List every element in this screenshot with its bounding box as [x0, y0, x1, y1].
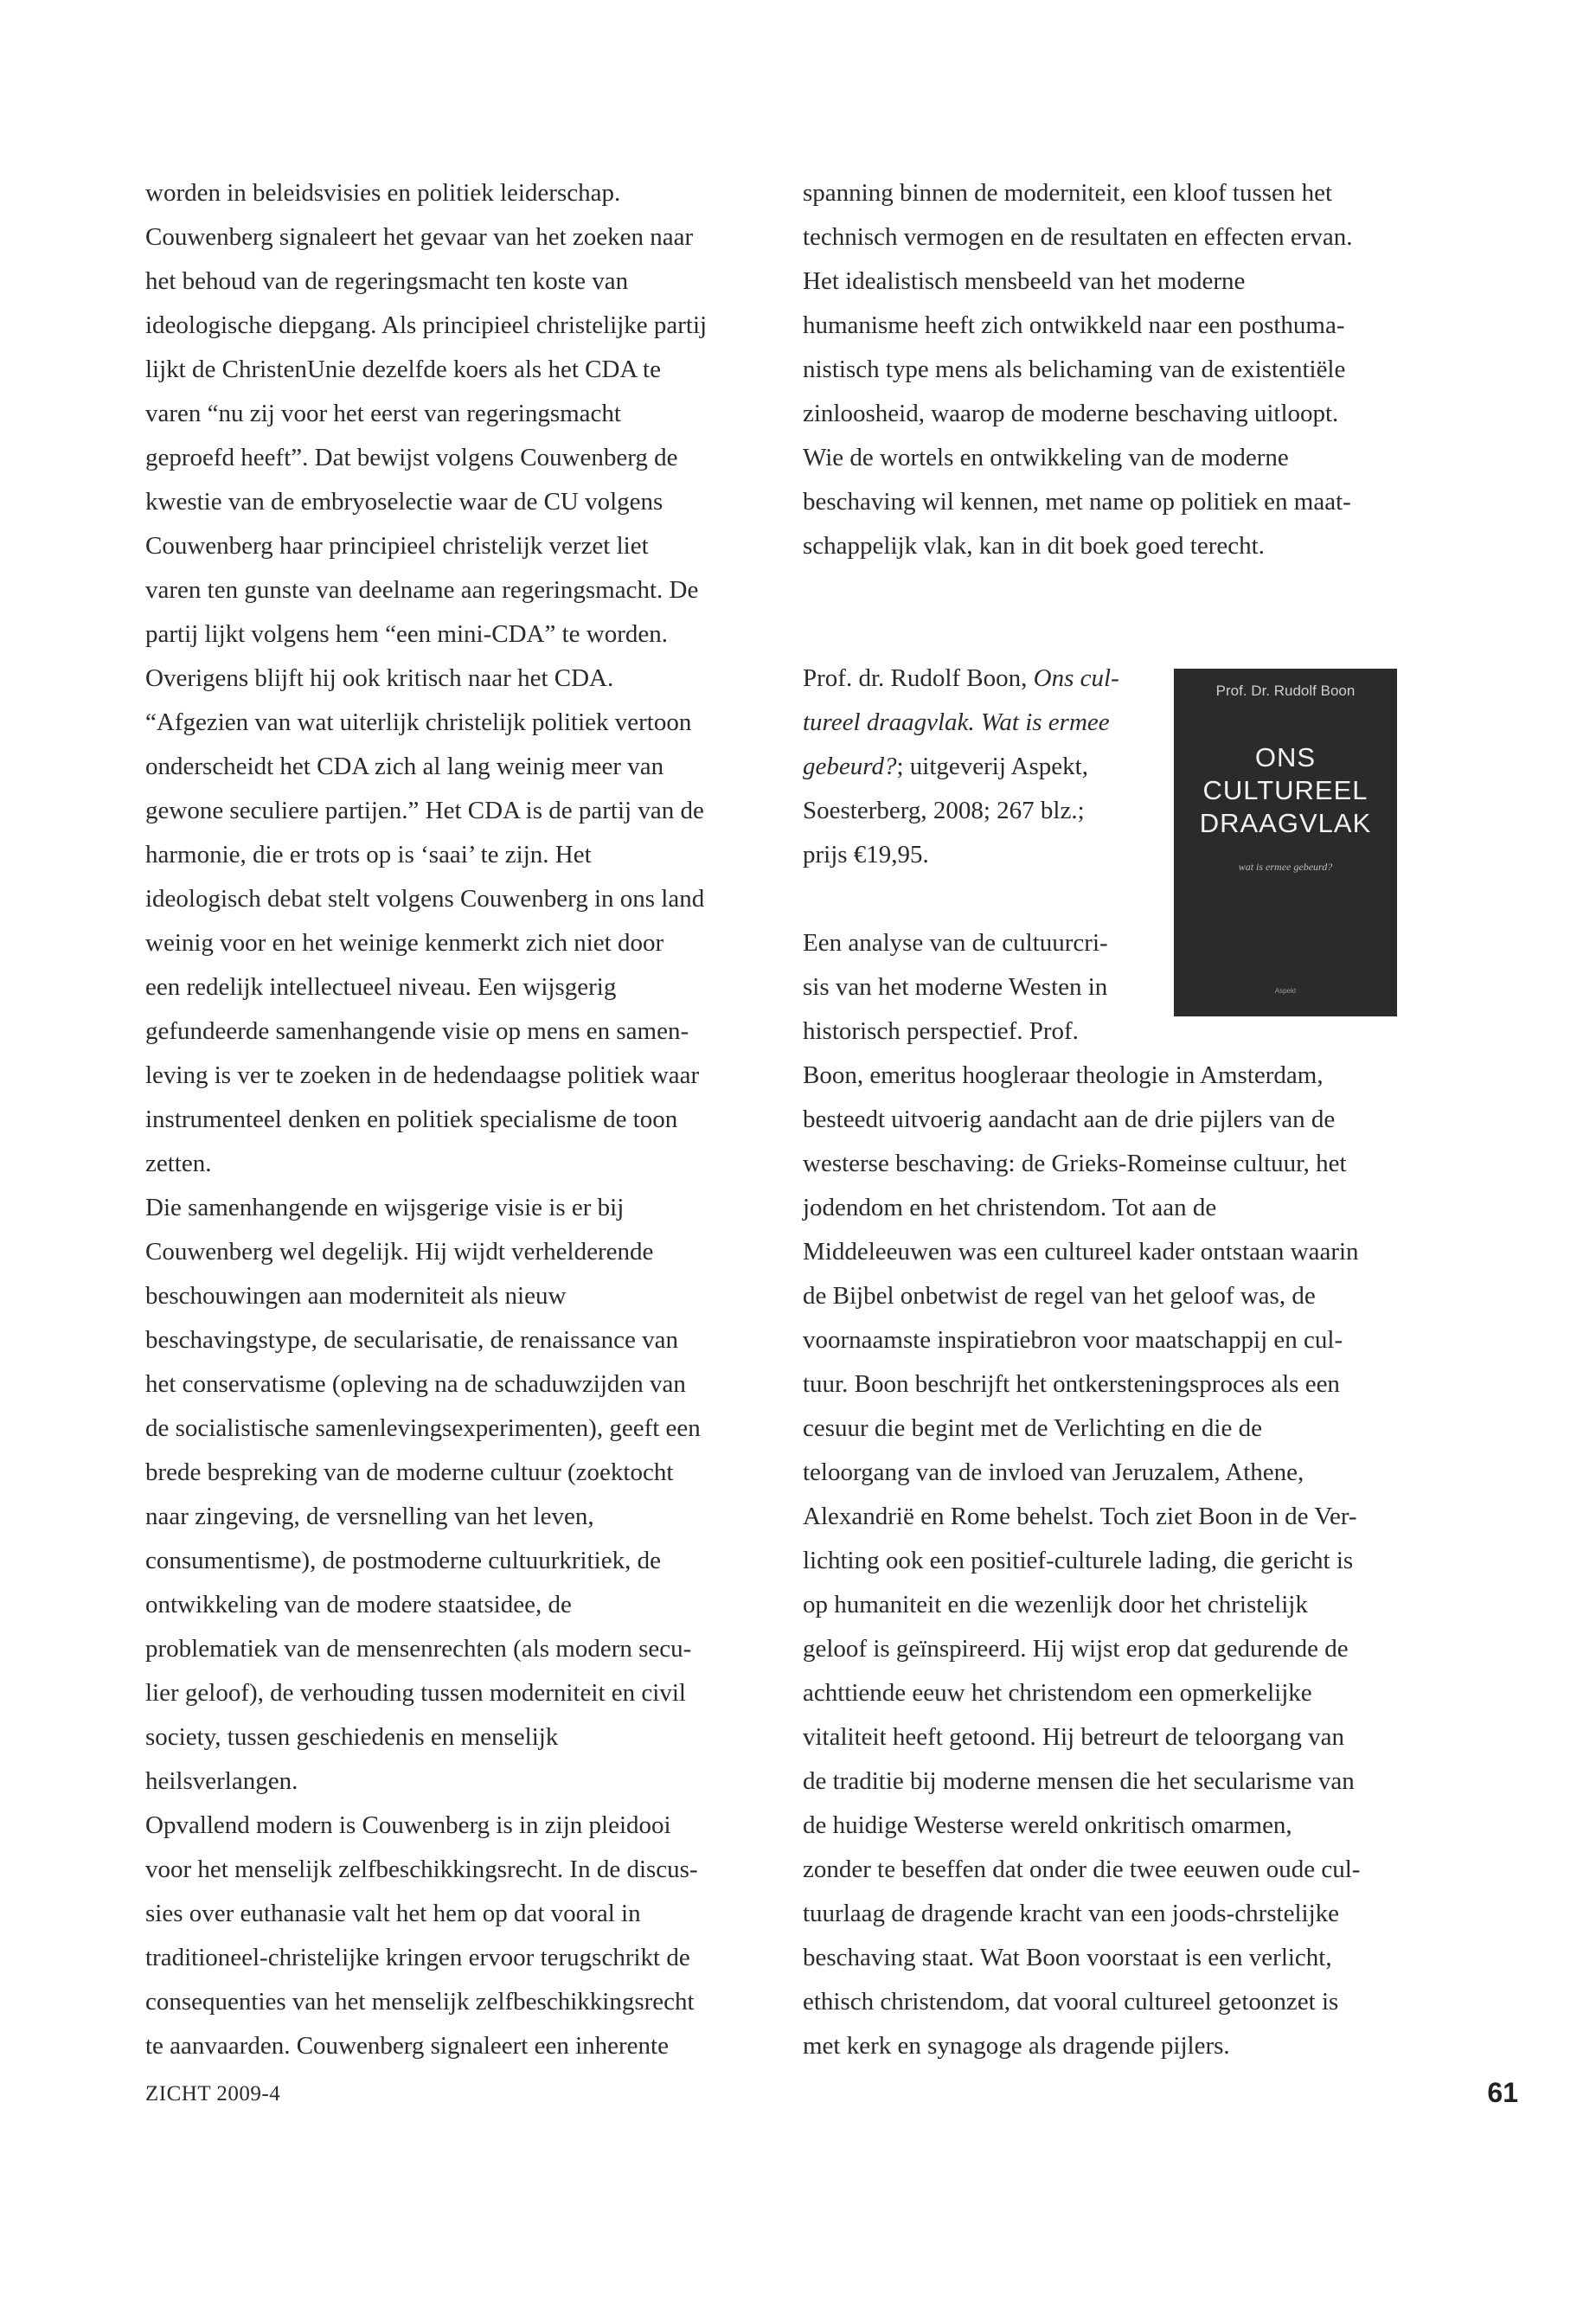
text-line: ideologisch debat stelt volgens Couwenberg in ons land — [145, 885, 705, 913]
right-body-text — [803, 921, 1408, 2068]
text-line: harmonie, die er trots op is ‘saai’ te zijn. Het — [145, 841, 592, 868]
text-line: cesuur die begint met de Verlichting en die de — [803, 1414, 1262, 1442]
text-line: geloof is geïnspireerd. Hij wijst erop dat gedurende de — [803, 1635, 1349, 1663]
text-line: beschaving wil kennen, met name op politiek en maat- — [803, 488, 1351, 516]
text-line: een redelijk intellectueel niveau. Een wijsgerig — [145, 973, 617, 1001]
book-cover-image — [1174, 669, 1397, 1016]
right-intro-text — [803, 171, 1408, 568]
book-ref-line: prijs €19,95. — [803, 841, 929, 868]
text-line: Wie de wortels en ontwikkeling van de moderne — [803, 444, 1289, 471]
text-line: worden in beleidsvisies en politiek leiderschap. — [145, 179, 621, 207]
text-line: zetten. — [145, 1150, 212, 1177]
text-line: voor het menselijk zelfbeschikkingsrecht. In de discus- — [145, 1856, 698, 1883]
book-ref-line: gebeurd?; uitgeverij Aspekt, — [803, 753, 1088, 780]
text-line: het conservatisme (opleving na de schaduwzijden van — [145, 1370, 686, 1398]
text-line: Couwenberg haar principieel christelijk verzet liet — [145, 532, 649, 560]
text-line: voornaamste inspiratiebron voor maatschappij en cul- — [803, 1326, 1343, 1354]
text-line: sis van het moderne Westen in — [803, 973, 1108, 1001]
text-line: humanisme heeft zich ontwikkeld naar een posthuma- — [803, 311, 1345, 339]
text-line: Opvallend modern is Couwenberg is in zijn pleidooi — [145, 1811, 671, 1839]
text-line: jodendom en het christendom. Tot aan de — [803, 1194, 1217, 1221]
cover-author: Prof. Dr. Rudolf Boon — [1215, 683, 1356, 699]
cover-subtitle: wat is ermee gebeurd? — [1238, 861, 1333, 873]
text-line: het behoud van de regeringsmacht ten koste van — [145, 267, 629, 295]
text-line: society, tussen geschiedenis en menselijk — [145, 1723, 559, 1751]
text-line: lier geloof), de verhouding tussen moderniteit en civil — [145, 1679, 686, 1707]
text-line: lijkt de ChristenUnie dezelfde koers als het CDA te — [145, 356, 661, 383]
text-line: ethisch christendom, dat vooral cultureel getoonzet is — [803, 1988, 1339, 2016]
text-line: varen ten gunste van deelname aan regeringsmacht. De — [145, 576, 699, 604]
text-line: de Bijbel onbetwist de regel van het geloof was, de — [803, 1282, 1316, 1310]
text-line: naar zingeving, de versnelling van het leven, — [145, 1503, 594, 1530]
text-line: brede bespreking van de moderne cultuur (zoektocht — [145, 1458, 674, 1486]
text-line: met kerk en synagoge als dragende pijlers. — [803, 2032, 1230, 2060]
text-line: Couwenberg signaleert het gevaar van het zoeken naar — [145, 223, 694, 251]
text-line: beschaving staat. Wat Boon voorstaat is een verlicht, — [803, 1944, 1332, 1971]
text-line: beschavingstype, de secularisatie, de renaissance van — [145, 1326, 678, 1354]
text-line: partij lijkt volgens hem “een mini-CDA” te worden. — [145, 620, 669, 648]
left-column — [145, 171, 751, 2068]
text-line: Een analyse van de cultuurcri- — [803, 929, 1108, 957]
text-line: gewone seculiere partijen.” Het CDA is de partij van de — [145, 797, 704, 824]
text-line: nistisch type mens als belichaming van de existentiële — [803, 356, 1346, 383]
right-column — [803, 171, 1408, 2068]
page-number: 61 — [1487, 2077, 1518, 2108]
text-line: beschouwingen aan moderniteit als nieuw — [145, 1282, 567, 1310]
text-line: ontwikkeling van de modere staatsidee, de — [145, 1591, 572, 1618]
text-line: op humaniteit en die wezenlijk door het christelijk — [803, 1591, 1308, 1618]
text-line: consumentisme), de postmoderne cultuurkritiek, de — [145, 1547, 661, 1574]
text-line: sies over euthanasie valt het hem op dat vooral in — [145, 1900, 641, 1927]
text-line: besteedt uitvoerig aandacht aan de drie pijlers van de — [803, 1106, 1336, 1133]
text-line: kwestie van de embryoselectie waar de CU volgens — [145, 488, 663, 516]
text-line: Overigens blijft hij ook kritisch naar het CDA. — [145, 664, 614, 692]
text-line: gefundeerde samenhangende visie op mens en samen- — [145, 1017, 689, 1045]
text-line: spanning binnen de moderniteit, een kloof tussen het — [803, 179, 1333, 207]
text-line: westerse beschaving: de Grieks-Romeinse cultuur, het — [803, 1150, 1347, 1177]
text-line: achttiende eeuw het christendom een opmerkelijke — [803, 1679, 1312, 1707]
text-line: Die samenhangende en wijsgerige visie is er bij — [145, 1194, 625, 1221]
text-line: zonder te beseffen dat onder die twee eeuwen oude cul- — [803, 1856, 1361, 1883]
book-ref-line: tureel draagvlak. Wat is ermee — [803, 708, 1110, 736]
book-ref-line: Soesterberg, 2008; 267 blz.; — [803, 797, 1085, 824]
cover-publisher: Aspekt — [1274, 987, 1297, 995]
text-line: varen “nu zij voor het eerst van regeringsmacht — [145, 400, 621, 427]
text-line: de socialistische samenlevingsexperimenten), geeft een — [145, 1414, 701, 1442]
text-line: geproefd heeft”. Dat bewijst volgens Couwenberg de — [145, 444, 678, 471]
text-line: Het idealistisch mensbeeld van het moderne — [803, 267, 1246, 295]
text-line: weinig voor en het weinige kenmerkt zich niet door — [145, 929, 664, 957]
text-line: heilsverlangen. — [145, 1767, 298, 1795]
text-line: “Afgezien van wat uiterlijk christelijk politiek vertoon — [145, 708, 692, 736]
text-line: vitaliteit heeft getoond. Hij betreurt de teloorgang van — [803, 1723, 1344, 1751]
text-line: ideologische diepgang. Als principieel christelijke partij — [145, 311, 708, 339]
text-line: Middeleeuwen was een cultureel kader ontstaan waarin — [803, 1238, 1359, 1266]
text-line: consequenties van het menselijk zelfbeschikkingsrecht — [145, 1988, 695, 2016]
text-line: te aanvaarden. Couwenberg signaleert een inherente — [145, 2032, 669, 2060]
text-line: Alexandrië en Rome behelst. Toch ziet Boon in de Ver- — [803, 1503, 1357, 1530]
text-line: problematiek van de mensenrechten (als modern secu- — [145, 1635, 692, 1663]
journal-issue: ZICHT 2009-4 — [145, 2082, 281, 2106]
text-line: Couwenberg wel degelijk. Hij wijdt verhelderende — [145, 1238, 654, 1266]
text-line: teloorgang van de invloed van Jeruzalem, Athene, — [803, 1458, 1304, 1486]
book-ref-line: Prof. dr. Rudolf Boon, Ons cul- — [803, 664, 1119, 692]
text-line: Boon, emeritus hoogleraar theologie in Amsterdam, — [803, 1061, 1324, 1089]
text-line: lichting ook een positief-culturele lading, die gericht is — [803, 1547, 1354, 1574]
text-line: historisch perspectief. Prof. — [803, 1017, 1079, 1045]
text-line: technisch vermogen en de resultaten en effecten ervan. — [803, 223, 1353, 251]
text-line: instrumenteel denken en politiek specialisme de toon — [145, 1106, 678, 1133]
text-line: de traditie bij moderne mensen die het secularisme van — [803, 1767, 1355, 1795]
text-line: leving is ver te zoeken in de hedendaagse politiek waar — [145, 1061, 700, 1089]
text-line: de huidige Westerse wereld onkritisch omarmen, — [803, 1811, 1292, 1839]
text-line: traditioneel-christelijke kringen ervoor terugschrikt de — [145, 1944, 690, 1971]
section-gap — [803, 568, 1408, 657]
text-line: tuurlaag de dragende kracht van een joods-chrstelijke — [803, 1900, 1340, 1927]
text-line: schappelijk vlak, kan in dit boek goed terecht. — [803, 532, 1265, 560]
cover-title: ONS CULTUREEL DRAAGVLAK — [1199, 742, 1372, 838]
text-line: tuur. Boon beschrijft het ontkersteningsproces als een — [803, 1370, 1340, 1398]
text-line: zinloosheid, waarop de moderne beschaving uitloopt. — [803, 400, 1339, 427]
text-line: onderscheidt het CDA zich al lang weinig meer van — [145, 753, 664, 780]
